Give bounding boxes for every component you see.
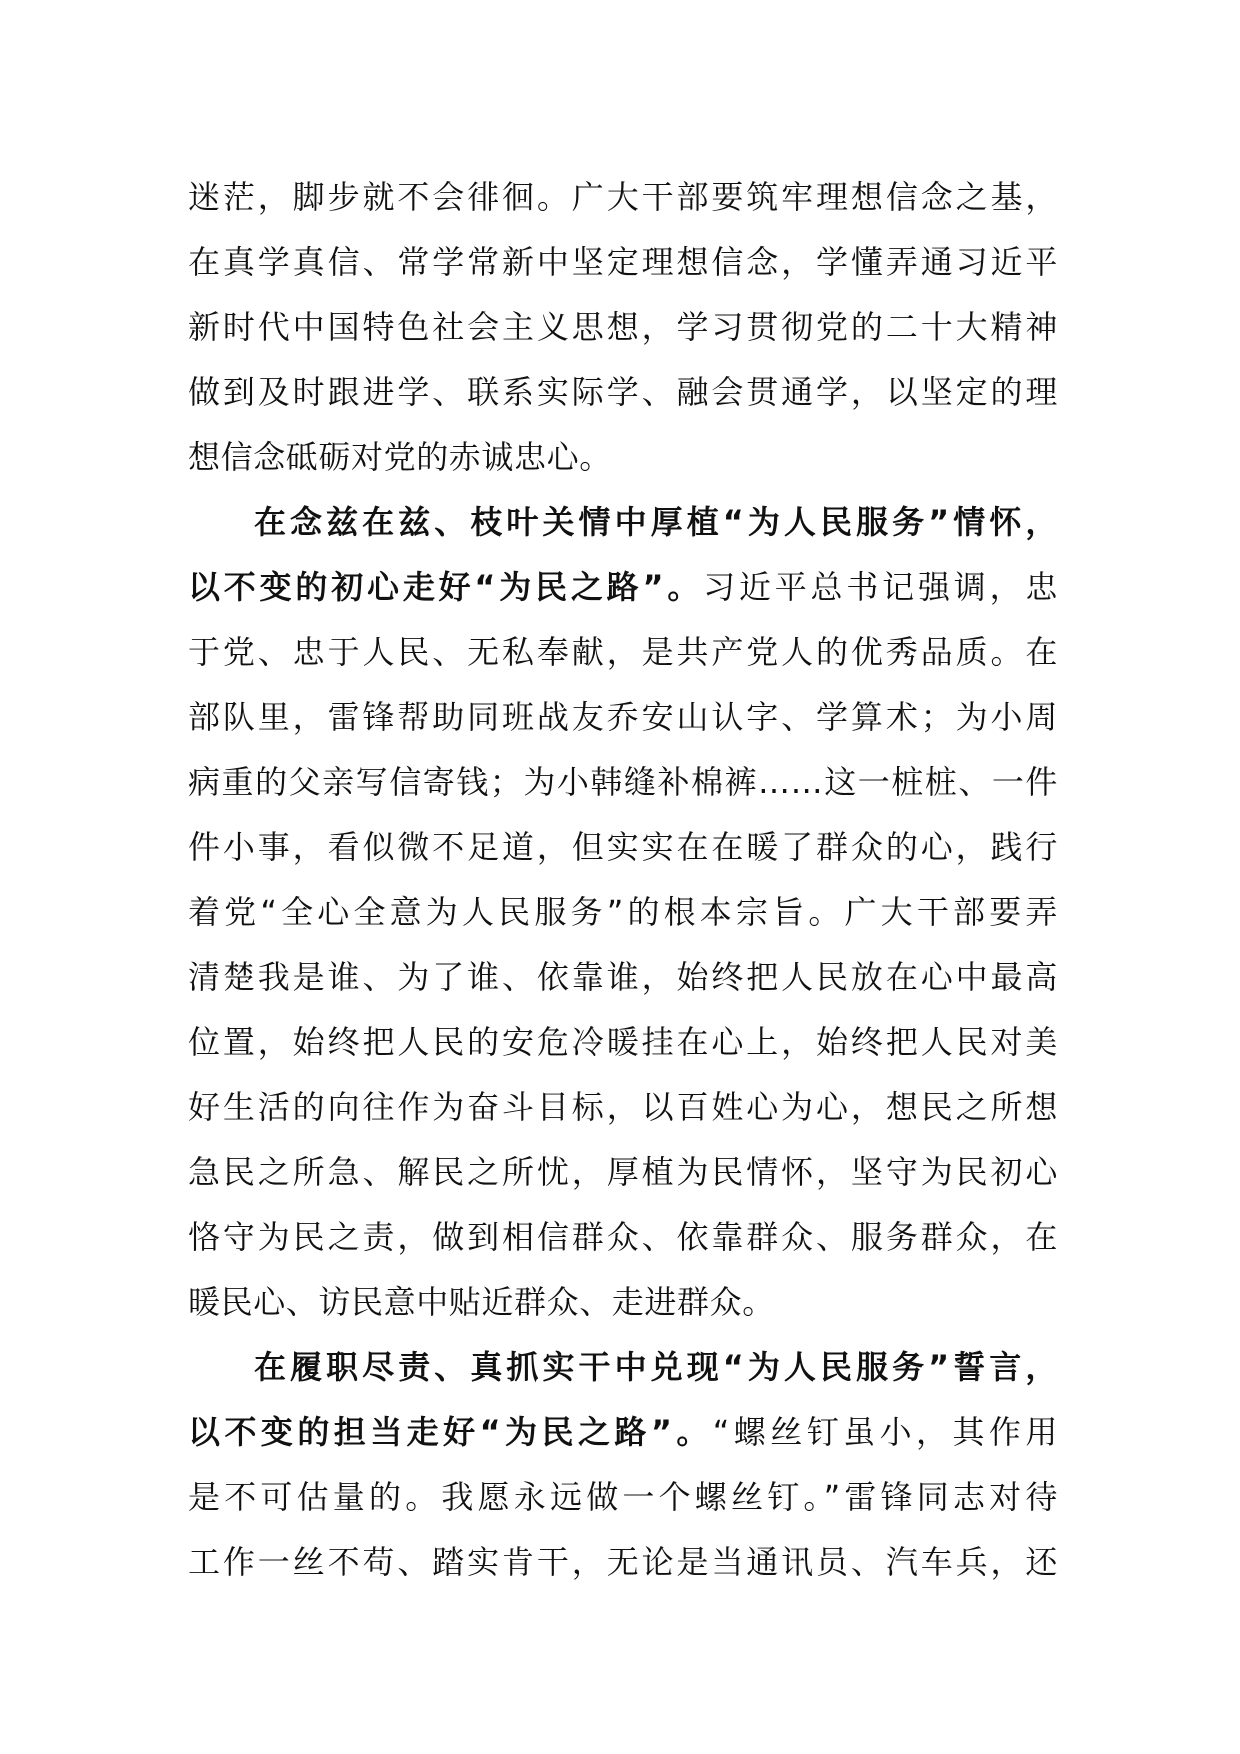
text-line	[188, 1075, 1058, 1140]
text-line	[188, 815, 1058, 880]
text-line	[188, 1010, 1058, 1075]
body-text: 想信念砥砺对党的赤诚忠心。	[188, 438, 612, 476]
text-line	[188, 1205, 1058, 1270]
text-line	[188, 1400, 1058, 1465]
text-line	[188, 295, 1058, 360]
body-text: 是不可估量的。我愿永远做一个螺丝钉。”雷锋同志对待	[188, 1478, 1058, 1516]
text-line	[188, 1270, 1058, 1335]
bold-heading-text: 以不变的初心走好“为民之路”。	[188, 568, 704, 606]
text-line	[188, 620, 1058, 685]
text-line	[188, 1335, 1058, 1400]
text-line	[188, 750, 1058, 815]
body-text: 急民之所急、解民之所忧，厚植为民情怀，坚守为民初心	[188, 1153, 1058, 1191]
text-line	[188, 490, 1058, 555]
body-text: 在真学真信、常学常新中坚定理想信念，学懂弄通习近平	[188, 243, 1058, 281]
text-line	[188, 945, 1058, 1010]
text-line	[188, 685, 1058, 750]
text-line	[188, 1465, 1058, 1530]
body-text: 暖民心、访民意中贴近群众、走进群众。	[188, 1283, 775, 1321]
body-text: 于党、忠于人民、无私奉献，是共产党人的优秀品质。在	[188, 633, 1058, 671]
body-text: 件小事，看似微不足道，但实实在在暖了群众的心，践行	[188, 828, 1058, 866]
text-line	[188, 1140, 1058, 1205]
body-text: 部队里，雷锋帮助同班战友乔安山认字、学算术；为小周	[188, 698, 1058, 736]
body-text: 着党“全心全意为人民服务”的根本宗旨。广大干部要弄	[188, 893, 1058, 931]
bold-heading-text: 在履职尽责、真抓实干中兑现“为人民服务”誓言，	[254, 1348, 1058, 1386]
body-text: 做到及时跟进学、联系实际学、融会贯通学，以坚定的理	[188, 373, 1058, 411]
body-text: 位置，始终把人民的安危冷暖挂在心上，始终把人民对美	[188, 1023, 1058, 1061]
body-text: 病重的父亲写信寄钱；为小韩缝补棉裤……这一桩桩、一件	[188, 763, 1058, 801]
text-line	[188, 880, 1058, 945]
body-text: 清楚我是谁、为了谁、依靠谁，始终把人民放在心中最高	[188, 958, 1058, 996]
text-line	[188, 360, 1058, 425]
body-text: 工作一丝不苟、踏实肯干，无论是当通讯员、汽车兵，还	[188, 1543, 1058, 1581]
bold-heading-text: 在念兹在兹、枝叶关情中厚植“为人民服务”情怀，	[254, 503, 1058, 541]
body-text: 恪守为民之责，做到相信群众、依靠群众、服务群众，在	[188, 1218, 1058, 1256]
bold-heading-text: 以不变的担当走好“为民之路”。	[188, 1413, 713, 1451]
text-line	[188, 555, 1058, 620]
text-line	[188, 165, 1058, 230]
body-text: 迷茫，脚步就不会徘徊。广大干部要筑牢理想信念之基，	[188, 178, 1058, 216]
body-text: “螺丝钉虽小，其作用	[712, 1413, 1058, 1451]
text-line	[188, 1530, 1058, 1595]
body-text: 好生活的向往作为奋斗目标，以百姓心为心，想民之所想	[188, 1088, 1058, 1126]
text-line	[188, 230, 1058, 295]
document-body	[188, 165, 1058, 1595]
body-text: 习近平总书记强调，忠	[703, 568, 1058, 606]
text-line	[188, 425, 1058, 490]
body-text: 新时代中国特色社会主义思想，学习贯彻党的二十大精神	[188, 308, 1058, 346]
